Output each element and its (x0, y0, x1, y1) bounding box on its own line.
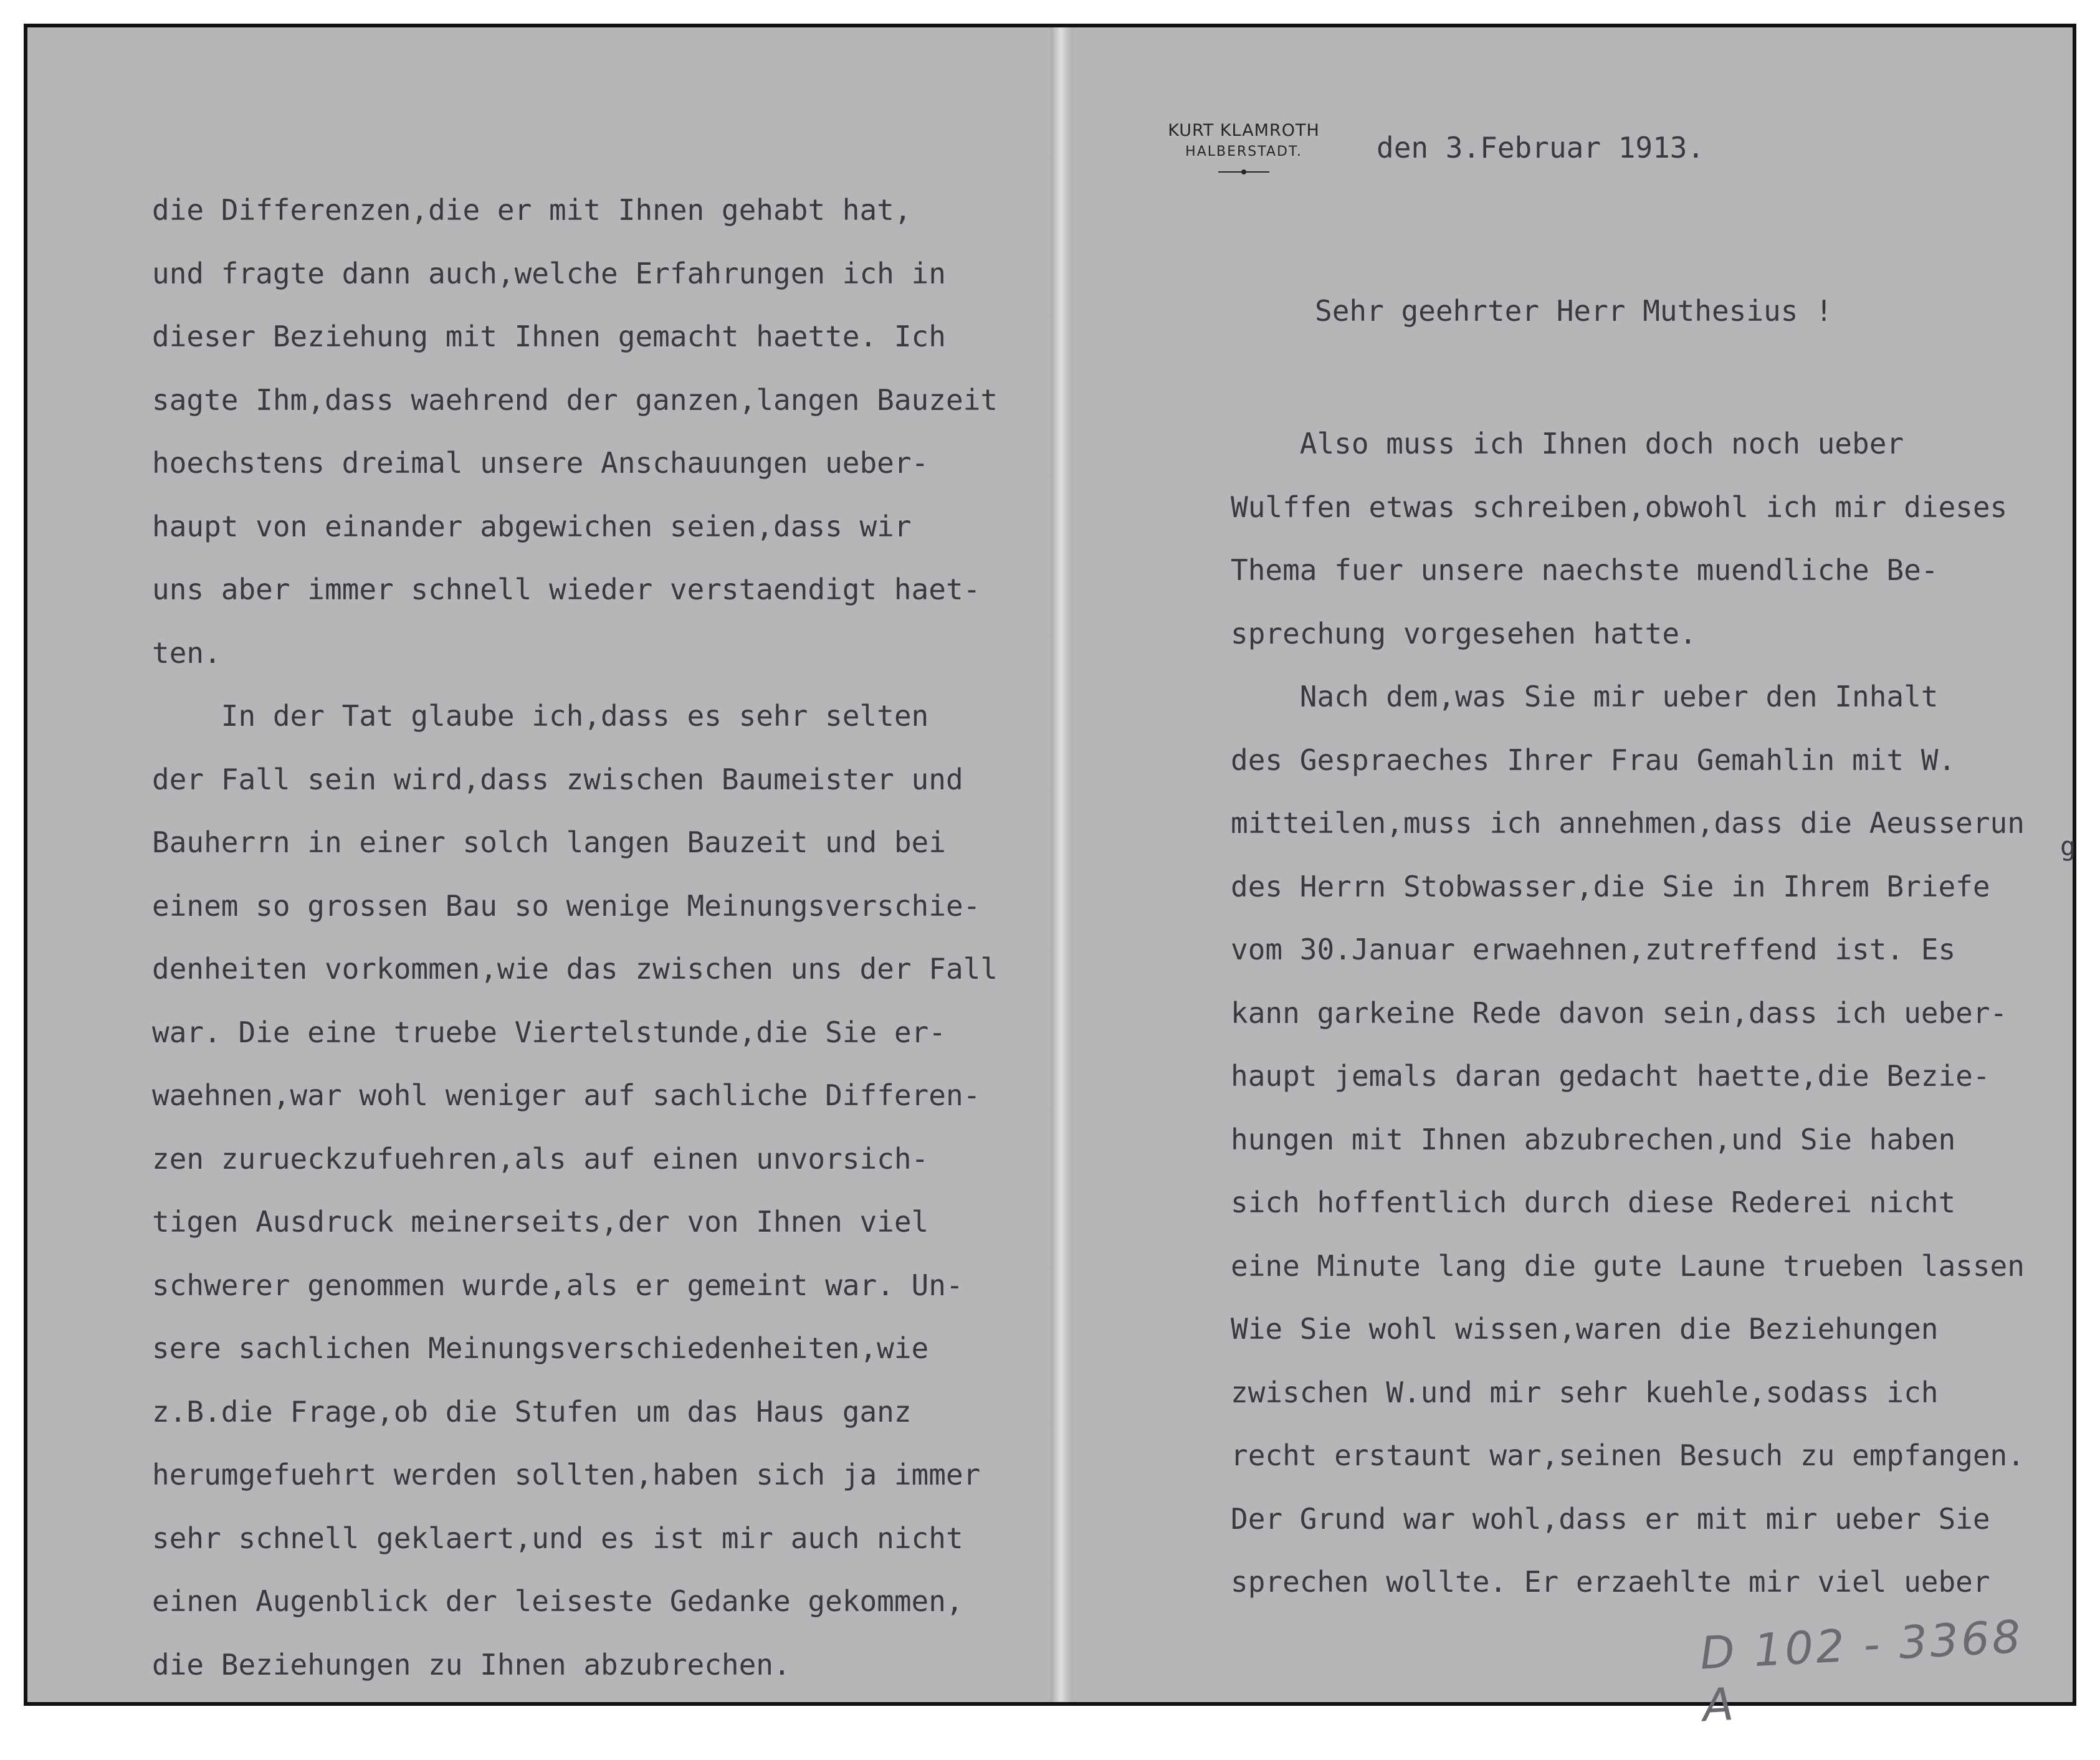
text-line: sprechung vorgesehen hatte. (1231, 616, 1697, 650)
letterhead-place: HALBERSTADT. (1185, 144, 1302, 159)
letter-date: den 3.Februar 1913. (1377, 131, 1705, 164)
text-line: zwischen W.und mir sehr kuehle,sodass ich (1231, 1375, 1939, 1409)
text-line: waehnen,war wohl weniger auf sachliche Differen- (152, 1078, 981, 1112)
text-line: uns aber immer schnell wieder verstaendigt haet- (152, 573, 981, 606)
text-line: Der Grund war wohl,dass er mit mir ueber Sie (1231, 1501, 1990, 1536)
text-line: mitteilen,muss ich annehmen,dass die Aeusserun (1231, 806, 2025, 840)
text-line: schwerer genommen wurde,als er gemeint war. Un- (152, 1268, 963, 1302)
text-line: die Differenzen,die er mit Ihnen gehabt hat, (152, 193, 912, 227)
left-page (27, 27, 1051, 1702)
text-line: einem so grossen Bau so wenige Meinungsverschie- (152, 888, 981, 923)
text-line: Thema fuer unsere naechste muendliche Be- (1231, 553, 1939, 587)
text-line: recht erstaunt war,seinen Besuch zu empfangen. (1231, 1439, 2025, 1472)
text-line: sagte Ihm,dass waehrend der ganzen,langen Bauzeit (152, 383, 998, 417)
archive-mark: D 102 - 3368 A (1699, 1610, 2025, 1732)
text-line: sere sachlichen Meinungsverschiedenheiten,wie (152, 1331, 929, 1365)
text-line: die Beziehungen zu Ihnen abzubrechen. (152, 1647, 791, 1682)
stray-letter: g (2060, 831, 2076, 862)
right-page (1073, 27, 2076, 1732)
text-line: eine Minute lang die gute Laune trueben lassen (1231, 1249, 2025, 1283)
text-line: der Fall sein wird,dass zwischen Baumeister und (152, 762, 963, 796)
letterhead-name: KURT KLAMROTH (1168, 121, 1320, 140)
right-page-text (1073, 27, 2073, 1702)
text-line: einen Augenblick der leiseste Gedanke gekommen, (152, 1584, 963, 1618)
text-line: des Herrn Stobwasser,die Sie in Ihrem Briefe (1231, 869, 1990, 903)
page-fold (1051, 27, 1073, 1702)
text-line: Also muss ich Ihnen doch noch ueber (1231, 427, 1904, 460)
left-page-text (27, 27, 1051, 1702)
scanned-letter (24, 24, 2076, 1732)
text-line: haupt von einander abgewichen seien,dass wir (152, 509, 912, 543)
text-line: zen zurueckzufuehren,als auf einen unvorsich- (152, 1141, 929, 1176)
text-line: denheiten vorkommen,wie das zwischen uns der Fall (152, 952, 998, 986)
text-line: hungen mit Ihnen abzubrechen,und Sie haben (1231, 1122, 1956, 1156)
text-line: dieser Beziehung mit Ihnen gemacht haette. Ich (152, 320, 946, 353)
text-line: haupt jemals daran gedacht haette,die Bezie- (1231, 1059, 1990, 1093)
text-line: war. Die eine truebe Viertelstunde,die Sie er- (152, 1015, 946, 1049)
text-line: tigen Ausdruck meinerseits,der von Ihnen viel (152, 1205, 929, 1239)
text-line: sehr schnell geklaert,und es ist mir auch nicht (152, 1521, 963, 1555)
text-line: ten. (152, 635, 221, 670)
text-line: kann garkeine Rede davon sein,dass ich ueber- (1231, 996, 2008, 1030)
text-line: sprechen wollte. Er erzaehlte mir viel ueber (1231, 1565, 1990, 1599)
text-line: hoechstens dreimal unsere Anschauungen ueber- (152, 446, 929, 480)
text-line: und fragte dann auch,welche Erfahrungen ich in (152, 256, 946, 290)
text-line: sich hoffentlich durch diese Rederei nicht (1231, 1186, 1956, 1219)
text-line: des Gespraeches Ihrer Frau Gemahlin mit W. (1231, 743, 1956, 777)
text-line: Bauherrn in einer solch langen Bauzeit und bei (152, 825, 946, 859)
text-line: Wie Sie wohl wissen,waren die Beziehungen (1231, 1312, 1939, 1346)
text-line: In der Tat glaube ich,dass es sehr selten (152, 699, 929, 733)
text-line: herumgefuehrt werden sollten,haben sich ja immer (152, 1458, 981, 1491)
salutation: Sehr geehrter Herr Muthesius ! (1315, 294, 1833, 328)
text-line: vom 30.Januar erwaehnen,zutreffend ist. Es (1231, 933, 1956, 966)
text-line: z.B.die Frage,ob die Stufen um das Haus ganz (152, 1394, 912, 1429)
text-line: Wulffen etwas schreiben,obwohl ich mir dieses (1231, 490, 2008, 524)
text-line: Nach dem,was Sie mir ueber den Inhalt (1231, 680, 1939, 713)
